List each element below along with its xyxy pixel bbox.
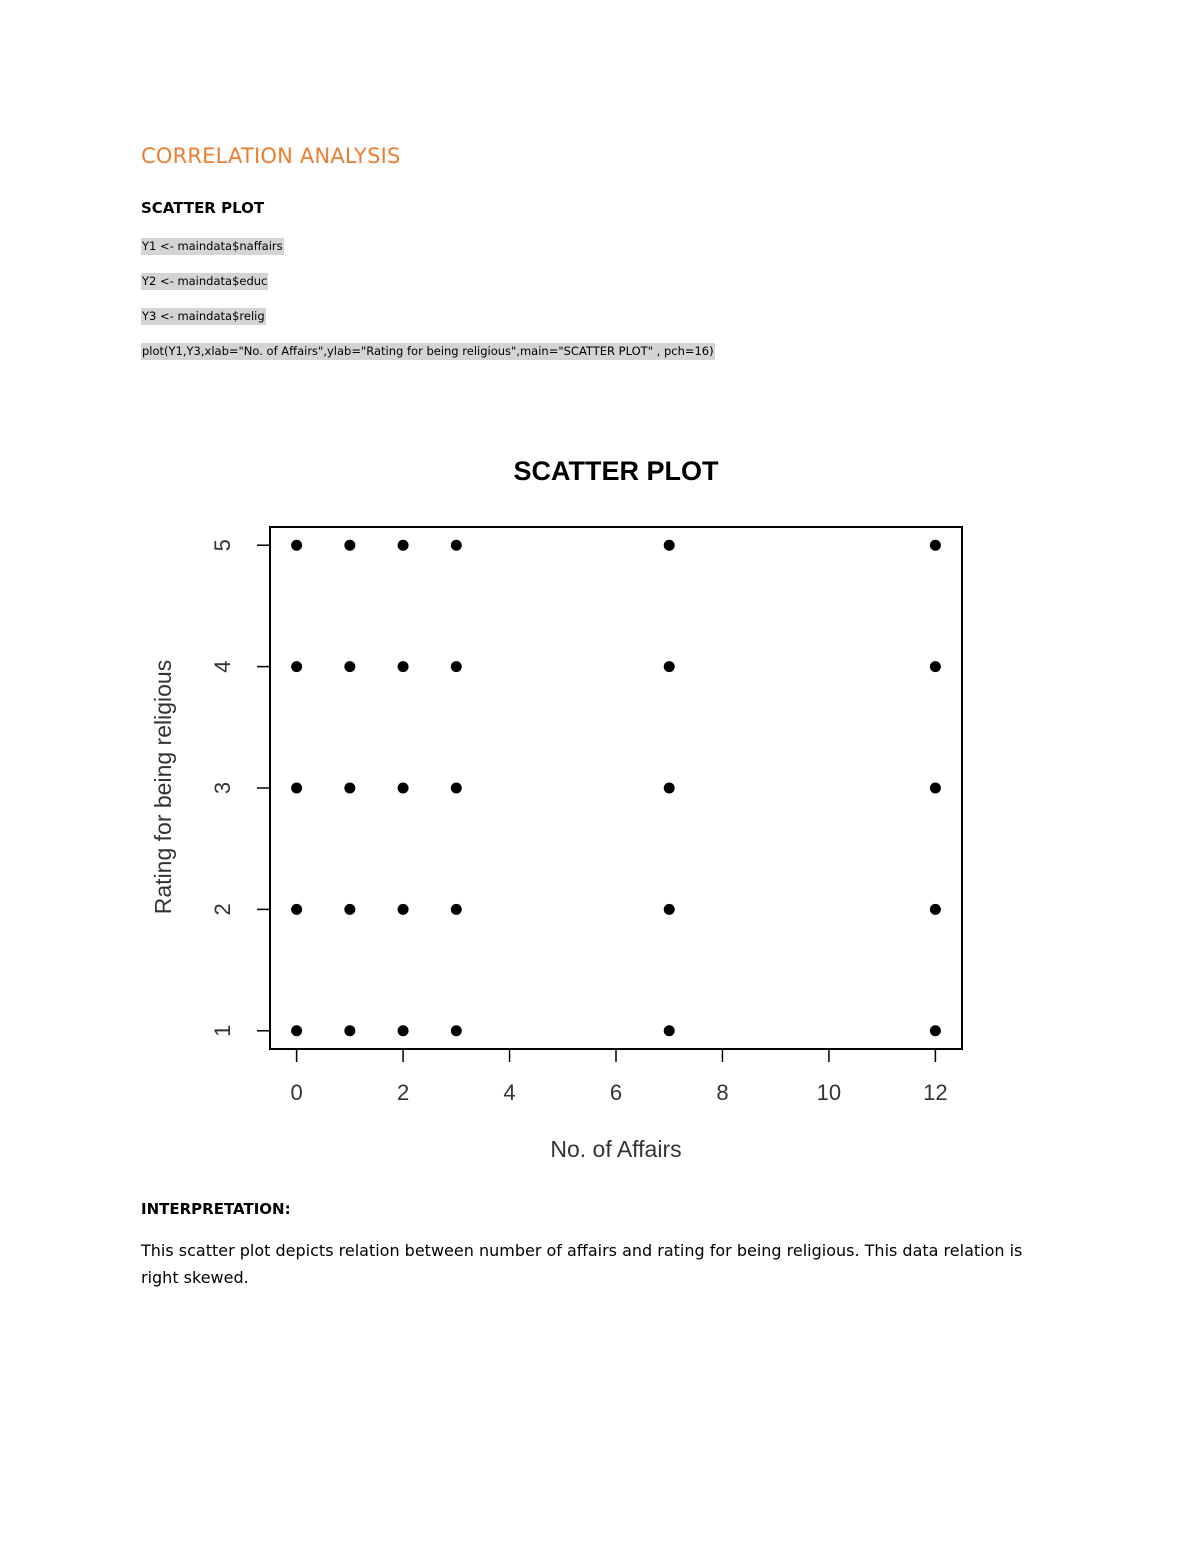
data-point xyxy=(398,904,409,915)
data-point xyxy=(930,1025,941,1036)
data-point xyxy=(344,1025,355,1036)
y-axis xyxy=(210,539,270,1037)
data-point xyxy=(930,904,941,915)
x-tick-label: 8 xyxy=(716,1080,729,1105)
data-point xyxy=(291,904,302,915)
x-axis-label: No. of Affairs xyxy=(550,1136,682,1162)
interpretation-heading: INTERPRETATION: xyxy=(141,1200,291,1218)
y-tick-label: 3 xyxy=(210,781,235,795)
interpretation-text: This scatter plot depicts relation between number of affairs and rating for being religious. This data relation is right skewed. xyxy=(141,1241,1023,1287)
data-points xyxy=(291,540,941,1037)
data-point xyxy=(344,661,355,672)
x-tick-label: 12 xyxy=(923,1080,948,1105)
chart-title: SCATTER PLOT xyxy=(513,456,719,486)
data-point xyxy=(451,783,462,794)
data-point xyxy=(664,783,675,794)
data-point xyxy=(344,540,355,551)
data-point xyxy=(344,904,355,915)
data-point xyxy=(344,783,355,794)
x-tick-label: 10 xyxy=(816,1080,842,1105)
data-point xyxy=(451,661,462,672)
data-point xyxy=(664,904,675,915)
data-point xyxy=(398,540,409,551)
data-point xyxy=(398,1025,409,1036)
y-tick-label: 4 xyxy=(210,660,235,673)
subsection-heading: SCATTER PLOT xyxy=(141,199,265,217)
data-point xyxy=(451,904,462,915)
data-point xyxy=(451,540,462,551)
data-point xyxy=(291,540,302,551)
x-tick-label: 2 xyxy=(396,1080,410,1105)
code-line: Y2 <- maindata$educ xyxy=(142,274,268,288)
data-point xyxy=(930,661,941,672)
y-axis-label: Rating for being religious xyxy=(150,659,176,915)
data-point xyxy=(930,540,941,551)
data-point xyxy=(930,783,941,794)
data-point xyxy=(451,1025,462,1036)
data-point xyxy=(291,783,302,794)
y-tick-label: 2 xyxy=(210,903,235,916)
y-tick-label: 1 xyxy=(210,1024,235,1037)
code-line: Y1 <- maindata$naffairs xyxy=(142,239,283,253)
data-point xyxy=(291,1025,302,1036)
data-point xyxy=(664,540,675,551)
x-tick-label: 0 xyxy=(290,1080,303,1105)
data-point xyxy=(664,661,675,672)
code-line: Y3 <- maindata$relig xyxy=(142,309,265,323)
y-tick-label: 5 xyxy=(210,539,235,552)
x-axis xyxy=(290,1049,947,1105)
plot-frame xyxy=(270,527,962,1049)
data-point xyxy=(398,661,409,672)
data-point xyxy=(664,1025,675,1036)
data-point xyxy=(398,783,409,794)
code-line: plot(Y1,Y3,xlab="No. of Affairs",ylab="Rating for being religious",main="SCATTER PLOT" , pch=16) xyxy=(142,344,714,358)
x-tick-label: 4 xyxy=(503,1080,516,1105)
data-point xyxy=(291,661,302,672)
x-tick-label: 6 xyxy=(609,1080,623,1105)
section-heading: CORRELATION ANALYSIS xyxy=(141,144,401,168)
